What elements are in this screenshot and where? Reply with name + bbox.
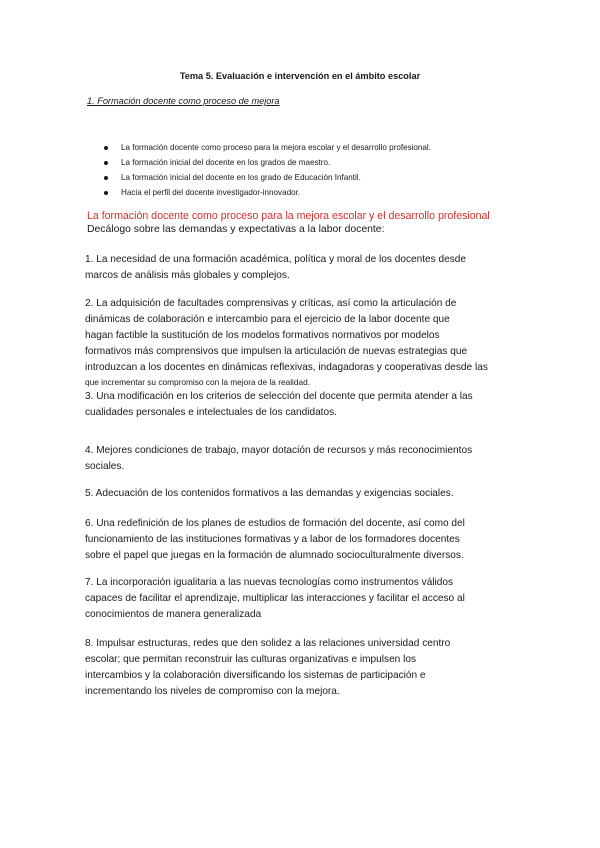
item-line: intercambios y la colaboración diversificando los sistemas de participación e xyxy=(85,670,426,681)
item-line: 6. Una redefinición de los planes de estudios de formación del docente, así como del xyxy=(85,518,465,529)
item-line: 7. La incorporación igualitaria a las nuevas tecnologías como instrumentos válidos xyxy=(85,577,454,588)
decalogue-item-4 xyxy=(85,443,525,475)
item-line: formativos más comprensivos que impulsen la articulación de nuevas estrategias que xyxy=(85,346,468,357)
item-line: 4. Mejores condiciones de trabajo, mayor dotación de recursos y más reconocimientos xyxy=(85,445,473,456)
bullet-item: La formación inicial del docente en los grados de maestro. xyxy=(104,155,431,170)
item-line: capaces de facilitar el aprendizaje, multiplicar las interacciones y facilitar el acceso al xyxy=(85,593,465,604)
item-line: hagan factible la sustitución de los modelos formativos normativos por modelos xyxy=(85,330,440,341)
item-line: sociales. xyxy=(85,461,125,472)
item-line: que incrementar su compromiso con la mejora de la realidad. xyxy=(85,377,311,387)
item-line: 1. La necesidad de una formación académica, política y moral de los docentes desde xyxy=(85,254,466,265)
item-line: dinámicas de colaboración e intercambio para el ejercicio de la labor docente que xyxy=(85,314,450,325)
item-line: sobre el papel que juegas en la formación de alumnado socioculturalmente diversos. xyxy=(85,550,464,561)
decalogue-item-7 xyxy=(85,575,525,623)
decalogue-item-5 xyxy=(85,486,525,502)
topic-bullet-list xyxy=(104,140,431,200)
bullet-item: Hacia el perfil del docente investigador-innovador. xyxy=(104,185,431,200)
decalogue-item-1 xyxy=(85,252,525,284)
item-line: marcos de análisis más globales y complejos. xyxy=(85,270,290,281)
item-line: 8. Impulsar estructuras, redes que den solidez a las relaciones universidad centro xyxy=(85,638,451,649)
decalogue-item-6 xyxy=(85,516,525,564)
item-line: introduzcan a los docentes en dinámicas reflexivas, indagadoras y cooperativas desde las xyxy=(85,362,488,373)
item-line: funcionamiento de las instituciones formativas y a labor de los formadores docentes xyxy=(85,534,460,545)
item-line: incrementando los niveles de compromiso con la mejora. xyxy=(85,686,340,697)
decalogue-item-8 xyxy=(85,636,525,700)
item-line: escolar; que permitan reconstruir las culturas organizativas e impulsen los xyxy=(85,654,417,665)
item-line: 5. Adecuación de los contenidos formativos a las demandas y exigencias sociales. xyxy=(85,488,454,499)
item-line: conocimientos de manera generalizada xyxy=(85,609,262,620)
item-line: 2. La adquisición de facultades comprensivas y críticas, así como la articulación de xyxy=(85,298,457,309)
decalogue-item-3 xyxy=(85,389,525,421)
decalogue-item-2 xyxy=(85,296,525,388)
decalogue-intro: Decálogo sobre las demandas y expectativas a la labor docente: xyxy=(87,224,385,235)
bullet-item: La formación inicial del docente en los grado de Educación Infantil. xyxy=(104,170,431,185)
bullet-item: La formación docente como proceso para la mejora escolar y el desarrollo profesional. xyxy=(104,140,431,155)
subsection-heading: La formación docente como proceso para la mejora escolar y el desarrollo profesional xyxy=(87,210,490,222)
document-title: Tema 5. Evaluación e intervención en el ámbito escolar xyxy=(179,71,421,81)
section-heading: 1. Formación docente como proceso de mejora xyxy=(87,96,280,106)
item-line: cualidades personales e intelectuales de los candidatos. xyxy=(85,407,337,418)
item-line: 3. Una modificación en los criterios de selección del docente que permita atender a las xyxy=(85,391,473,402)
